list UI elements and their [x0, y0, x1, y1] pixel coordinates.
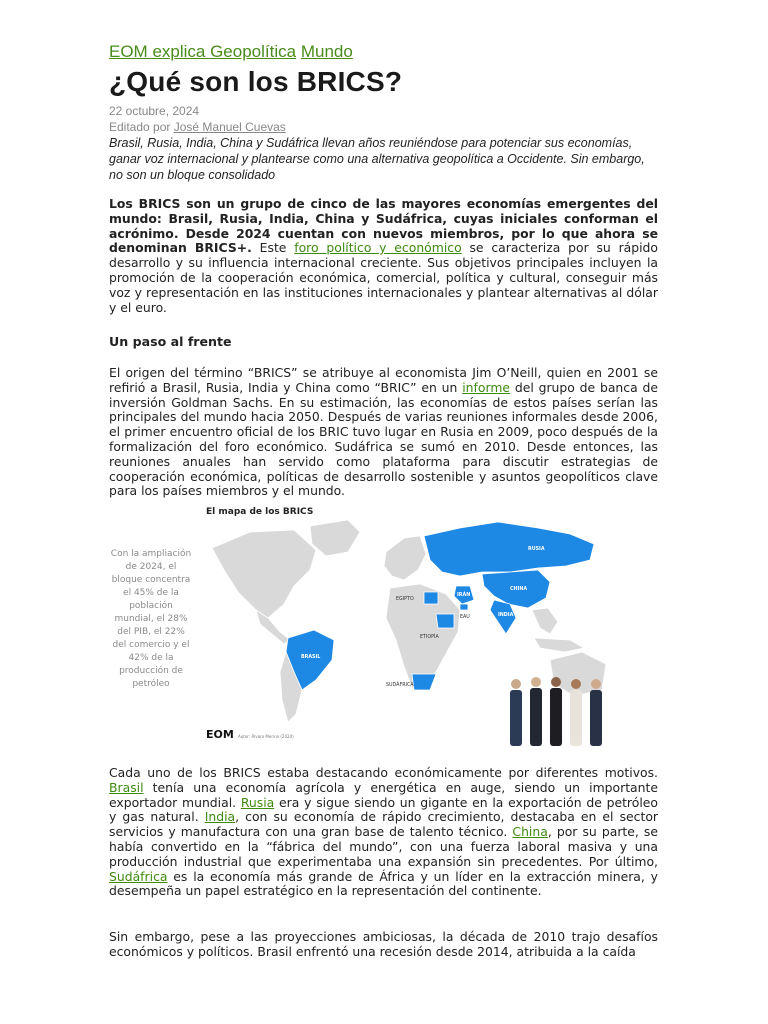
label-iran: IRÁN — [457, 593, 471, 598]
country-ethiopia — [436, 614, 454, 628]
country-south-africa — [412, 674, 436, 690]
countries-text-3: era y sigue siendo un gigante en la exportación de petróleo y gas natural. — [109, 794, 658, 825]
section-heading: Un paso al frente — [109, 334, 232, 349]
category-link-geopolitica[interactable]: EOM explica Geopolítica — [109, 42, 297, 61]
map-credit: Autor: Álvaro Merino (2024) — [238, 734, 294, 739]
article-lede: Brasil, Rusia, India, China y Sudáfrica llevan años reuniéndose para potenciar sus economías, ganar voz internacional y plantearse como una alternativa geopolítica a Occidente. Sin embargo, no son un bloque consolidado — [109, 136, 645, 182]
link-china[interactable]: China — [512, 824, 548, 840]
editor-link[interactable]: José Manuel Cuevas — [173, 120, 286, 134]
link-foro[interactable]: foro político y económico — [294, 240, 462, 256]
country-russia — [424, 522, 594, 576]
category-links — [109, 42, 658, 62]
label-russia: RUSIA — [528, 547, 545, 552]
country-uae — [460, 604, 468, 610]
country-egypt — [424, 592, 438, 604]
countries-text-6: es la economía más grande de África y un líder en la extracción minera, y desempeña un papel estratégico en la representación del continente. — [109, 868, 658, 899]
intro-text-2: se caracteriza por su rápido desarrollo y su influencia internacional creciente. Sus objetivos principales incluyen la promoción de la cooperación económica, comercial, política y cultural, conseguir más voz y representación en las instituciones internacionales y plantear alternativas al dólar y el euro. — [109, 240, 659, 315]
link-informe[interactable]: informe — [462, 379, 511, 395]
map-title: El mapa de los BRICS — [206, 507, 314, 517]
paragraph-intro — [109, 197, 658, 315]
label-south-africa: SUDÁFRICA — [386, 683, 414, 688]
brics-map-image — [198, 500, 628, 748]
label-china: CHINA — [510, 587, 528, 592]
brics-map-figure — [110, 500, 660, 750]
link-sudafrica[interactable]: Sudáfrica — [109, 868, 168, 884]
label-brazil: BRASIL — [301, 655, 321, 660]
label-india: INDIA — [498, 613, 514, 618]
link-india[interactable]: India — [204, 809, 236, 825]
eom-logo: EOM — [206, 728, 234, 741]
countries-text-4: , con su economía de rápido crecimiento, destacaba en el sector servicios y manufactura con una gran base de talento técnico. — [109, 809, 659, 840]
link-rusia[interactable]: Rusia — [240, 794, 275, 810]
label-uae: EAU — [460, 615, 470, 620]
countries-text-1: Cada uno de los BRICS estaba destacando económicamente por diferentes motivos. — [109, 765, 658, 780]
label-egypt: EGIPTO — [396, 597, 414, 602]
intro-bold-text: Los BRICS son un grupo de cinco de las mayores economías emergentes del mundo: Brasil, Rusia, India, China y Sudáfrica, cuyas iniciales conforman el acrónimo. Desde 2024 cuentan con nuevos miembros, por lo que ahora se denominan BRICS+. — [109, 196, 658, 256]
page-title: ¿Qué son los BRICS? — [109, 66, 403, 97]
countries-text-5: , por su parte, se había convertido en la “fábrica del mundo”, con una fuerza laboral masiva y una producción industrial que experimentaba una expansión sin precedentes. Por último, — [109, 824, 658, 869]
countries-text-2: tenía una economía agrícola y energética en auge, siendo un importante exportador mundial. — [109, 779, 658, 810]
origin-text-1: El origen del término “BRICS” se atribuye al economista Jim O’Neill, quien en 2001 se refirió a Brasil, Rusia, India y China como “BRIC” en un — [109, 365, 658, 395]
category-link-mundo[interactable]: Mundo — [300, 42, 353, 61]
editor-line — [109, 120, 658, 134]
publish-date: 22 octubre, 2024 — [109, 104, 200, 118]
paragraph-countries — [109, 766, 658, 899]
intro-text-1: Este — [251, 240, 295, 256]
origin-text-2: del grupo de banca de inversión Goldman Sachs. En su estimación, las economías de estos países serían las principales del mundo hacia 2050. Después de varias reuniones informales desde 2006, el primer encuentro oficial de los BRIC tuvo lugar en Rusia en 2009, poco después de la formalización del foro económico. Sudáfrica se sumó en 2010. Desde entonces, las reuniones anuales han servido como plataforma para discutir estrategias de cooperación económica, políticas de desarrollo sostenible y asuntos geopolíticos clave para los países miembros y el mundo. — [109, 379, 658, 499]
label-ethiopia: ETIOPÍA — [420, 635, 439, 640]
link-brasil[interactable]: Brasil — [109, 779, 144, 795]
paragraph-challenges: Sin embargo, pese a las proyecciones ambiciosas, la década de 2010 trajo desafíos económicos y políticos. Brasil enfrentó una recesión desde 2014, atribuida a la caída — [109, 929, 658, 959]
figure-caption: Con la ampliación de 2024, el bloque concentra el 45% de la población mundial, el 28% del PIB, el 22% del comercio y el 42% de la producción de petróleo — [110, 549, 192, 689]
paragraph-origin — [109, 366, 658, 499]
editor-prefix: Editado por — [109, 120, 171, 134]
